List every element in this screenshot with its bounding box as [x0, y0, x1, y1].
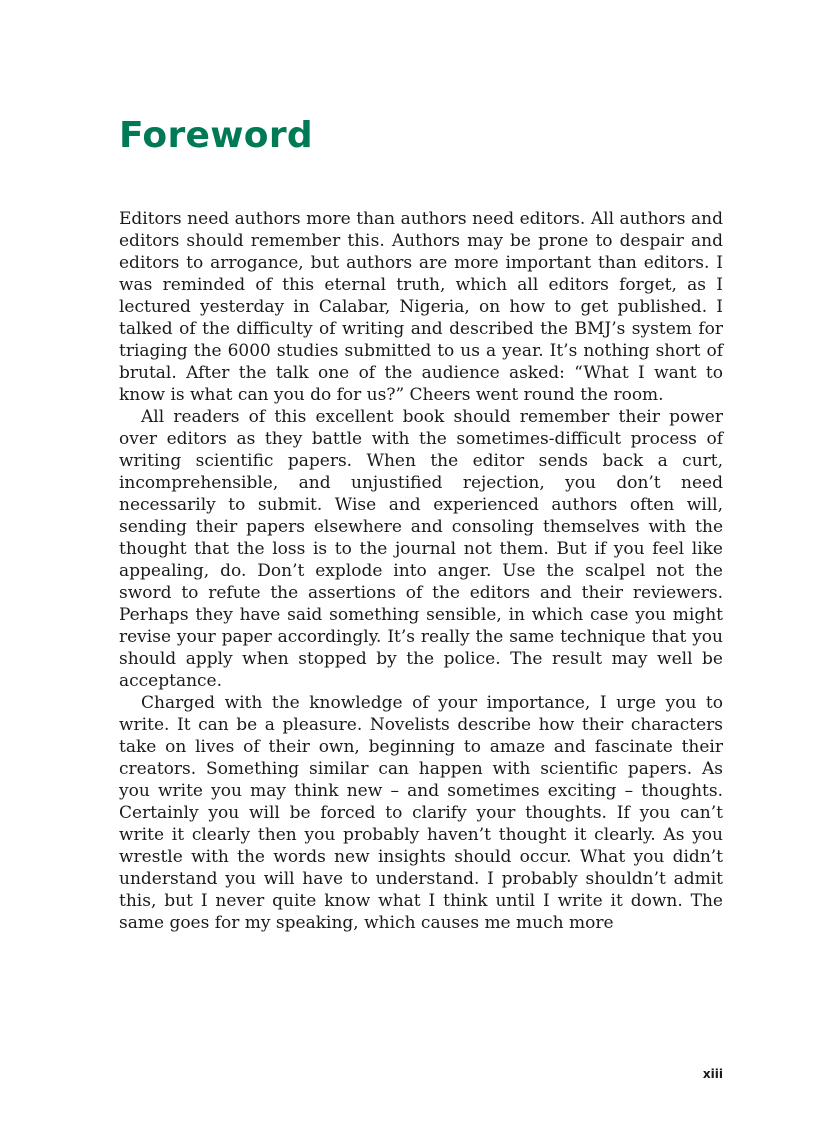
page-number: xiii [702, 1067, 723, 1081]
book-page [119, 0, 723, 1123]
paragraph-1: Editors need authors more than authors need editors. All authors and editors should remember this. Authors may be prone to despair and editors to arrogance, but authors are more important than editors. I was reminded of this eternal truth, which all editors forget, as I lectured yesterday in Calabar, Nigeria, on how to get published. I talked of the difficulty of writing and described the BMJ’s system for triaging the 6000 studies submitted to us a year. It’s nothing short of brutal. After the talk one of the audience asked: “What I want to know is what can you do for us?” Cheers went round the room. [119, 209, 723, 405]
chapter-title: Foreword [119, 115, 313, 156]
paragraph-2: All readers of this excellent book should remember their power over editors as they battle with the sometimes-difficult process of writing scientific papers. When the editor sends back a curt, incomprehensible, and unjustified rejection, you don’t need necessarily to submit. Wise and experienced authors often will, sending their papers elsewhere and consoling themselves with the thought that the loss is to the journal not them. But if you feel like appealing, do. Don’t explode into anger. Use the scalpel not the sword to refute the assertions of the editors and their reviewers. Perhaps they have said something sensible, in which case you might revise your paper accordingly. It’s really the same technique that you should apply when stopped by the police. The result may well be acceptance. [119, 407, 723, 691]
body-text [119, 208, 723, 934]
paragraph-3: Charged with the knowledge of your importance, I urge you to write. It can be a pleasure. Novelists describe how their characters take on lives of their own, beginning to amaze and fascinate their creators. Something similar can happen with scientific papers. As you write you may think new – and sometimes exciting – thoughts. Certainly you will be forced to clarify your thoughts. If you can’t write it clearly then you probably haven’t thought it clearly. As you wrestle with the words new insights should occur. What you didn’t understand you will have to understand. I probably shouldn’t admit this, but I never quite know what I think until I write it down. The same goes for my speaking, which causes me much more [119, 693, 723, 933]
